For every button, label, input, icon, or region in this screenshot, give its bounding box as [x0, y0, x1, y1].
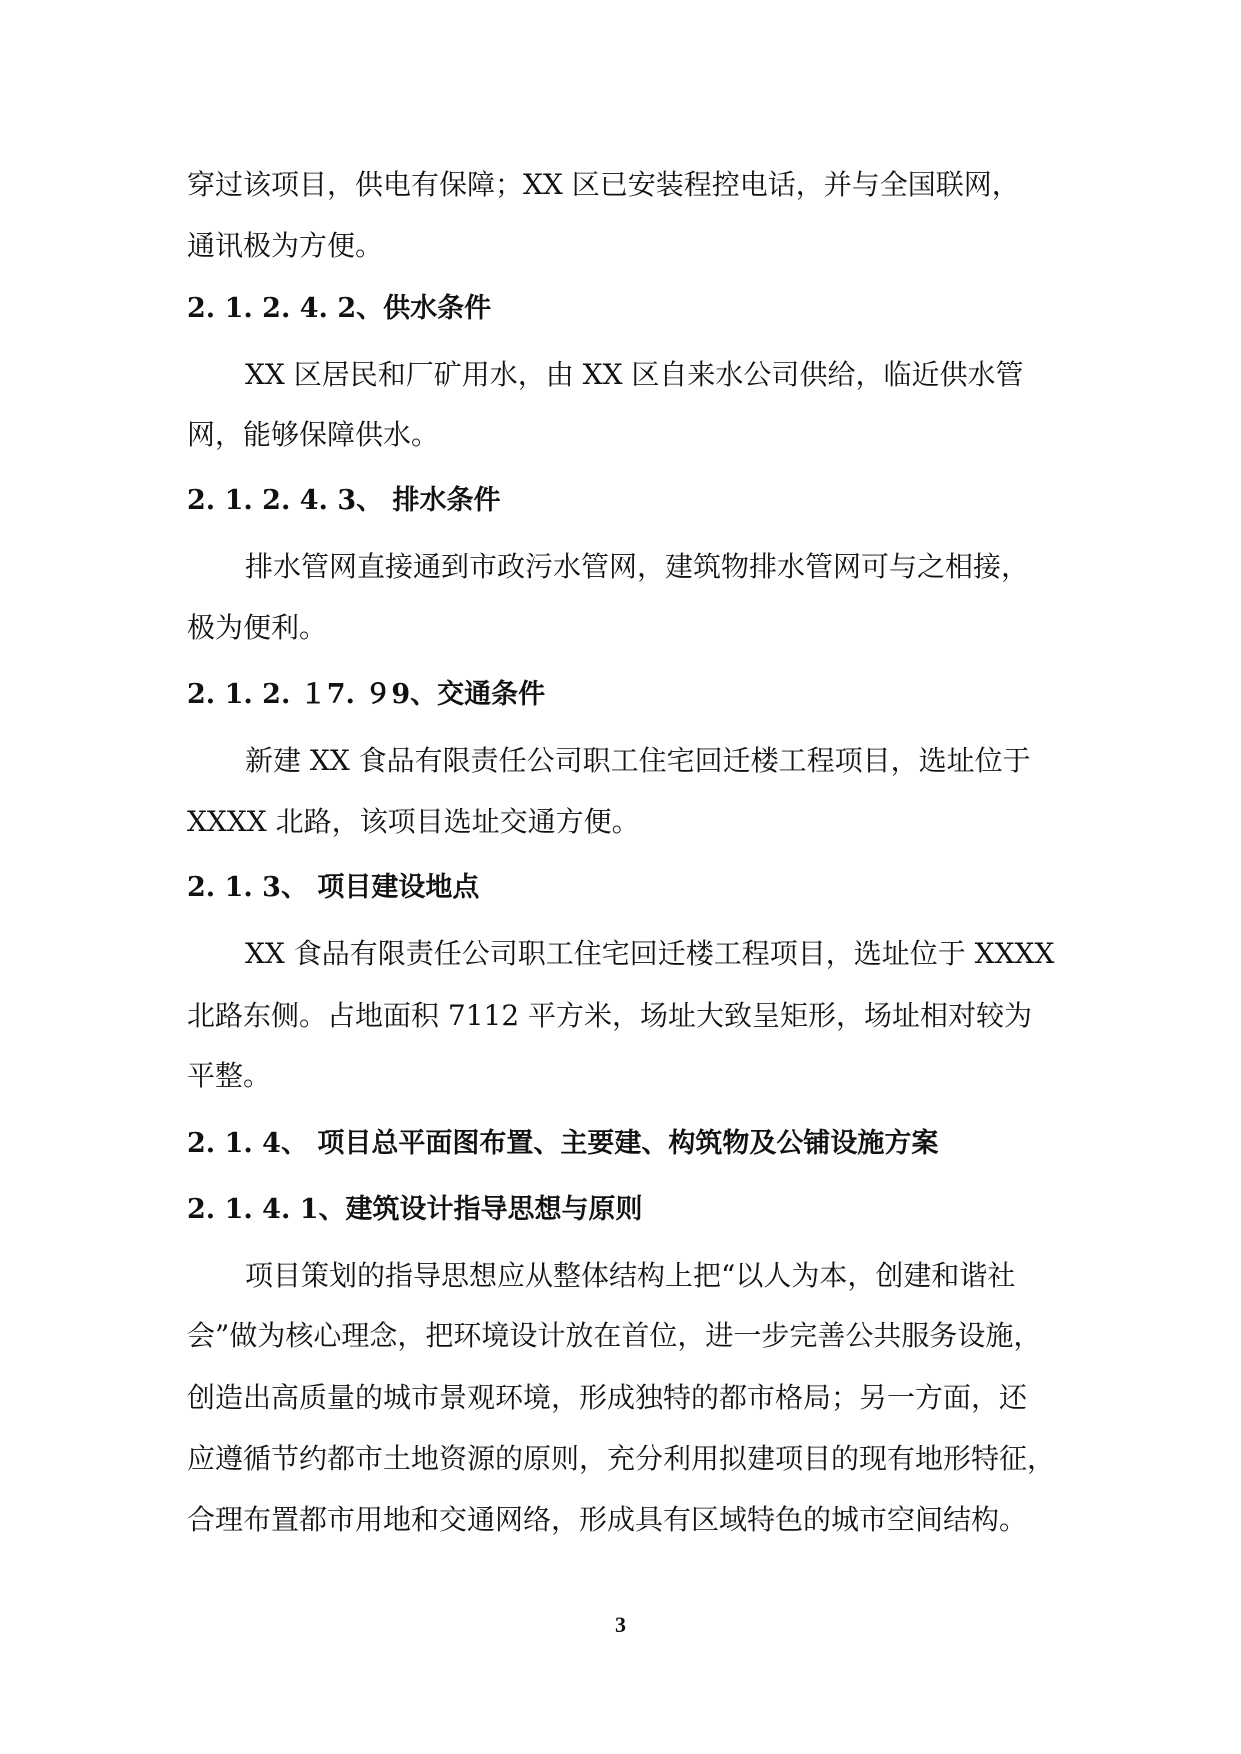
paragraph-line: 北路东侧。占地面积 7112 平方米，场址大致呈矩形，场址相对较为 [187, 999, 1033, 1032]
paragraph-line: 排水管网直接通到市政污水管网，建筑物排水管网可与之相接， [245, 550, 1030, 583]
section-heading: 2. 1. 4. 1、建筑设计指导思想与原则 [187, 1194, 643, 1225]
paragraph-line: XXXX 北路，该项目选址交通方便。 [187, 805, 640, 838]
paragraph-line: 极为便利。 [187, 611, 328, 644]
section-heading: 2. 1. 3、 项目建设地点 [187, 872, 480, 903]
section-heading: 2. 1. 4、 项目总平面图布置、主要建、构筑物及公铺设施方案 [187, 1128, 939, 1159]
section-heading: 2. 1. 2. １7. ９9、交通条件 [187, 679, 546, 710]
paragraph-line: 合理布置都市用地和交通网络，形成具有区域特色的城市空间结构。 [187, 1503, 1028, 1536]
paragraph-line: 新建 XX 食品有限责任公司职工住宅回迁楼工程项目，选址位于 [245, 744, 1031, 777]
paragraph-line: 创造出高质量的城市景观环境，形成独特的都市格局；另一方面，还 [187, 1381, 1028, 1414]
paragraph-line: XX 区居民和厂矿用水，由 XX 区自来水公司供给，临近供水管 [245, 358, 1024, 391]
paragraph-line: XX 食品有限责任公司职工住宅回迁楼工程项目，选址位于 XXXX [245, 937, 1055, 970]
page-number: 3 [615, 1612, 626, 1637]
paragraph-line: 应遵循节约都市土地资源的原则，充分利用拟建项目的现有地形特征， [187, 1442, 1056, 1475]
paragraph-line: 平整。 [187, 1059, 272, 1092]
paragraph-line: 穿过该项目，供电有保障；XX 区已安装程控电话，并与全国联网， [187, 168, 1020, 201]
paragraph-line: 通讯极为方便。 [187, 229, 384, 262]
section-heading: 2. 1. 2. 4. 2、供水条件 [187, 293, 492, 324]
paragraph-line: 项目策划的指导思想应从整体结构上把“以人为本，创建和谐社 [245, 1259, 1016, 1292]
section-heading: 2. 1. 2. 4. 3、 排水条件 [187, 485, 501, 516]
paragraph-line: 网，能够保障供水。 [187, 418, 440, 451]
paragraph-line: 会”做为核心理念，把环境设计放在首位，进一步完善公共服务设施， [187, 1319, 1042, 1352]
